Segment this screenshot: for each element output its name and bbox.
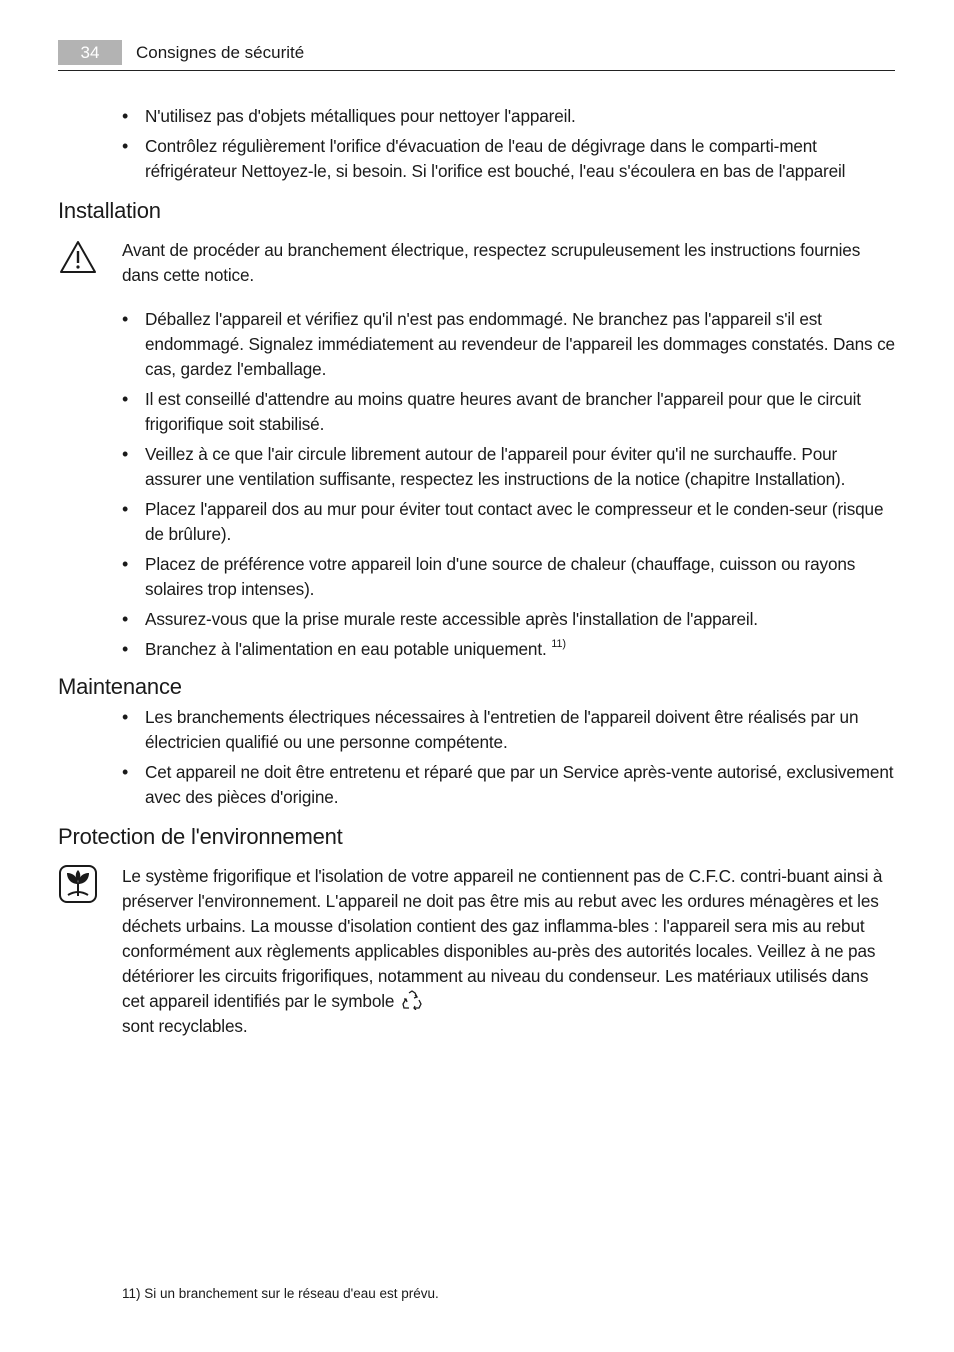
environment-paragraph-end: sont recyclables.	[122, 1016, 248, 1036]
footnote-ref: 11)	[551, 638, 566, 650]
maintenance-heading: Maintenance	[58, 674, 182, 699]
list-item	[145, 637, 895, 662]
list-item: • Assurez-vous que la prise murale reste accessible après l'installation de l'appareil.	[145, 607, 895, 632]
list-item: • Placez l'appareil dos au mur pour éviter tout contact avec le compresseur et le conden-seur (risque de brûlure).	[145, 497, 895, 547]
list-item: • N'utilisez pas d'objets métalliques pour nettoyer l'appareil.	[145, 104, 895, 129]
environment-paragraph: Le système frigorifique et l'isolation de votre appareil ne contiennent pas de C.F.C. contri-buant ainsi à préserver l'environnement. L'appareil ne doit pas être mis au rebut avec les ordures ménagères et les déchets urbains. La mousse d'isolation contient des gaz inflamma-bles : l'appareil sera mis au rebut conformément aux règlements applicables disponibles au-près des autorités locales. Veillez à ne pas détériorer les circuits frigorifiques, notamment au niveau du condenseur. Les matériaux utilisés dans cet appareil identifiés par le symbole	[122, 866, 883, 1011]
list-item: • Les branchements électriques nécessaires à l'entretien de l'appareil doivent être réalisés par un électricien qualifié ou une personne compétente.	[145, 705, 895, 755]
page-header	[58, 40, 895, 71]
list-item: • Veillez à ce que l'air circule librement autour de l'appareil pour éviter qu'il ne surchauffe. Pour assurer une ventilation suffisante, respectez les instructions de la notice (chapitre Installation).	[145, 442, 895, 492]
page-number: 34	[58, 40, 122, 65]
page-content	[58, 104, 895, 1039]
installation-warning	[58, 238, 895, 288]
list-item: • Déballez l'appareil et vérifiez qu'il n'est pas endommagé. Ne branchez pas l'appareil s'il est endommagé. Signalez immédiatement au revendeur de l'appareil les dommages constatés. Dans ce cas, gardez l'emballage.	[145, 307, 895, 382]
recycle-icon	[401, 990, 423, 1010]
warning-triangle-icon	[58, 238, 98, 278]
intro-list	[58, 104, 895, 184]
list-item-text: Branchez à l'alimentation en eau potable uniquement.	[145, 639, 547, 659]
maintenance-list	[58, 705, 895, 810]
footnote: 11) Si un branchement sur le réseau d'eau est prévu.	[122, 1286, 439, 1301]
installation-list	[58, 307, 895, 662]
section-title: Consignes de sécurité	[136, 43, 305, 62]
environment-heading: Protection de l'environnement	[58, 824, 343, 849]
list-item: • Cet appareil ne doit être entretenu et réparé que par un Service après-vente autorisé, exclusivement avec des pièces d'origine.	[145, 760, 895, 810]
list-item: • Placez de préférence votre appareil loin d'une source de chaleur (chauffage, cuisson ou rayons solaires trop intenses).	[145, 552, 895, 602]
list-item: • Il est conseillé d'attendre au moins quatre heures avant de brancher l'appareil pour que le circuit frigorifique soit stabilisé.	[145, 387, 895, 437]
warning-text: Avant de procéder au branchement électrique, respectez scrupuleusement les instructions fournies dans cette notice.	[122, 240, 861, 285]
list-item: • Contrôlez régulièrement l'orifice d'évacuation de l'eau de dégivrage dans le comparti-ment réfrigérateur Nettoyez-le, si besoin. Si l'orifice est bouché, l'eau s'écoulera en bas de l'appareil	[145, 134, 895, 184]
environment-text	[122, 864, 895, 1039]
installation-heading: Installation	[58, 198, 161, 223]
environment-plant-icon	[58, 864, 98, 904]
environment-notice	[58, 864, 895, 1039]
